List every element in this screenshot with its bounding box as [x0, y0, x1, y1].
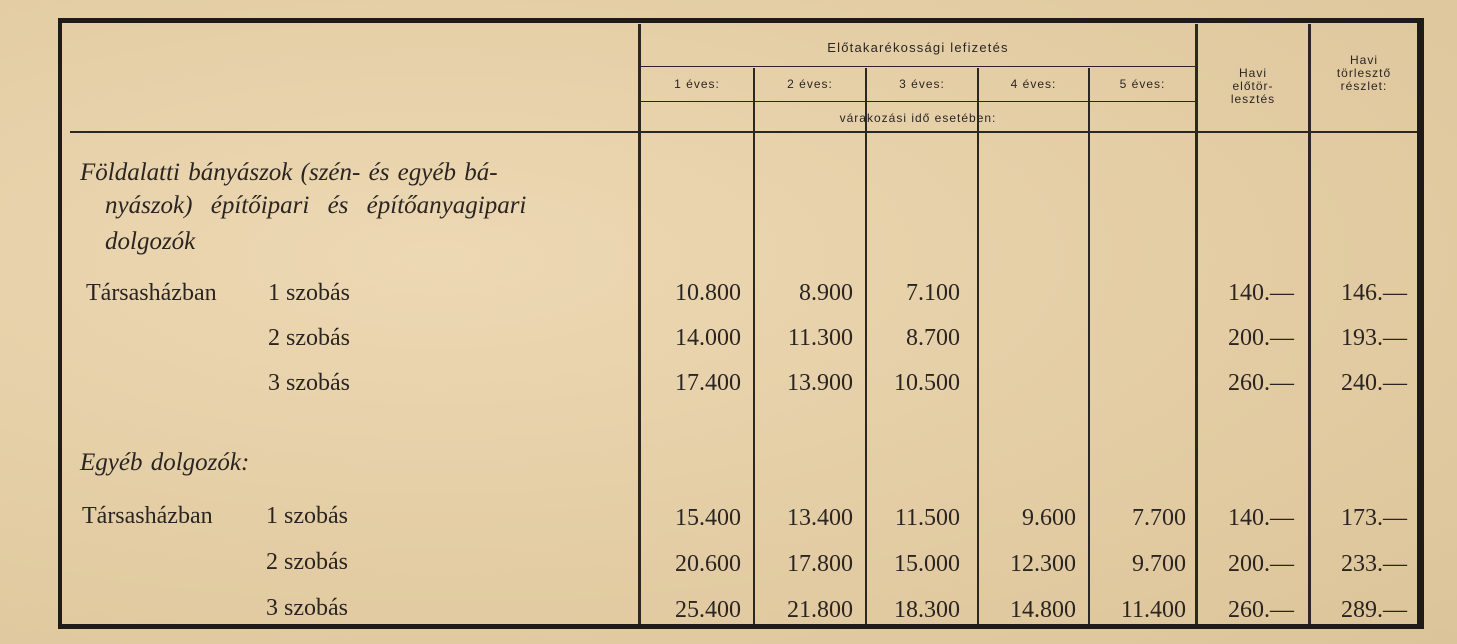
header-monthly-pre-line3: lesztés: [1230, 92, 1276, 106]
cell-value: 9.600: [1022, 505, 1076, 531]
cell-value: 8.700: [906, 325, 960, 351]
row-label: 1 szobás: [268, 280, 350, 306]
section-title-miners-line3: dolgozók: [105, 228, 196, 255]
cell-monthly-pre: 140.—: [1228, 505, 1294, 531]
header-rule-group: [641, 66, 1195, 67]
row-label: 2 szobás: [266, 549, 348, 575]
cell-monthly-pre: 200.—: [1228, 551, 1294, 577]
header-year-4: 4 éves:: [1010, 77, 1057, 91]
cell-value: 11.400: [1120, 597, 1186, 623]
cell-value: 15.400: [675, 505, 741, 531]
table-right-border: [1417, 18, 1424, 629]
cell-value: 25.400: [675, 597, 741, 623]
cell-installment: 240.—: [1341, 370, 1407, 396]
column-divider-3: [977, 68, 979, 624]
cell-monthly-pre: 260.—: [1228, 597, 1294, 623]
cell-installment: 289.—: [1341, 597, 1407, 623]
cell-monthly-pre: 200.—: [1228, 325, 1294, 351]
cell-value: 14.000: [675, 325, 741, 351]
header-year-2: 2 éves:: [787, 77, 833, 91]
cell-value: 8.900: [799, 280, 853, 306]
cell-value: 10.800: [675, 280, 741, 306]
cell-value: 13.400: [787, 505, 853, 531]
cell-installment: 146.—: [1341, 280, 1407, 306]
cell-monthly-pre: 260.—: [1228, 370, 1294, 396]
cell-value: 10.500: [894, 370, 960, 396]
header-installment-line2: törlesztő: [1336, 66, 1392, 80]
cell-value: 17.800: [787, 551, 853, 577]
table-bottom-border: [58, 624, 1424, 629]
header-monthly-pre-line1: Havi: [1238, 66, 1267, 80]
table-top-border: [58, 18, 1424, 23]
cell-value: 7.700: [1132, 505, 1186, 531]
cell-value: 11.300: [787, 325, 853, 351]
cell-value: 21.800: [787, 597, 853, 623]
cell-value: 13.900: [787, 370, 853, 396]
header-monthly-pre-line2: előtör-: [1232, 79, 1274, 93]
header-year-3: 3 éves:: [899, 77, 945, 91]
cell-value: 11.500: [894, 505, 960, 531]
table-left-border: [58, 18, 62, 629]
column-divider-4: [1088, 68, 1090, 624]
cell-value: 7.100: [906, 280, 960, 306]
cell-value: 17.400: [675, 370, 741, 396]
cell-value: 18.300: [894, 597, 960, 623]
cell-value: 12.300: [1010, 551, 1076, 577]
header-waiting-time: várakozási idő esetében:: [839, 111, 997, 125]
row-label-prefix: Társasházban: [86, 280, 217, 306]
cell-value: 14.800: [1010, 597, 1076, 623]
row-label: 1 szobás: [266, 503, 348, 529]
cell-value: 15.000: [894, 551, 960, 577]
cell-value: 20.600: [675, 551, 741, 577]
cell-value: 9.700: [1132, 551, 1186, 577]
column-divider-6: [1308, 24, 1311, 624]
header-installment-line3: részlet:: [1340, 79, 1388, 93]
header-year-5: 5 éves:: [1119, 77, 1166, 91]
row-label-prefix: Társasházban: [82, 503, 213, 529]
header-installment-line1: Havi: [1349, 53, 1378, 67]
cell-installment: 233.—: [1341, 551, 1407, 577]
row-label: 2 szobás: [268, 325, 350, 351]
header-rule-years: [641, 101, 1195, 102]
row-label: 3 szobás: [268, 370, 350, 396]
cell-installment: 193.—: [1341, 325, 1407, 351]
row-label: 3 szobás: [266, 595, 348, 621]
section-title-miners-line2: nyászok) építőipari és építőanyagipari: [105, 192, 527, 219]
section-title-other-workers: Egyéb dolgozók:: [80, 449, 250, 476]
cell-monthly-pre: 140.—: [1228, 280, 1294, 306]
header-group-title: Előtakarékossági lefizetés: [827, 40, 1009, 55]
header-bottom-rule: [70, 131, 1417, 133]
column-divider-5: [1195, 24, 1198, 624]
section-title-miners-line1: Földalatti bányászok (szén- és egyéb bá-: [80, 159, 498, 186]
cell-installment: 173.—: [1341, 505, 1407, 531]
header-year-1: 1 éves:: [674, 77, 720, 91]
